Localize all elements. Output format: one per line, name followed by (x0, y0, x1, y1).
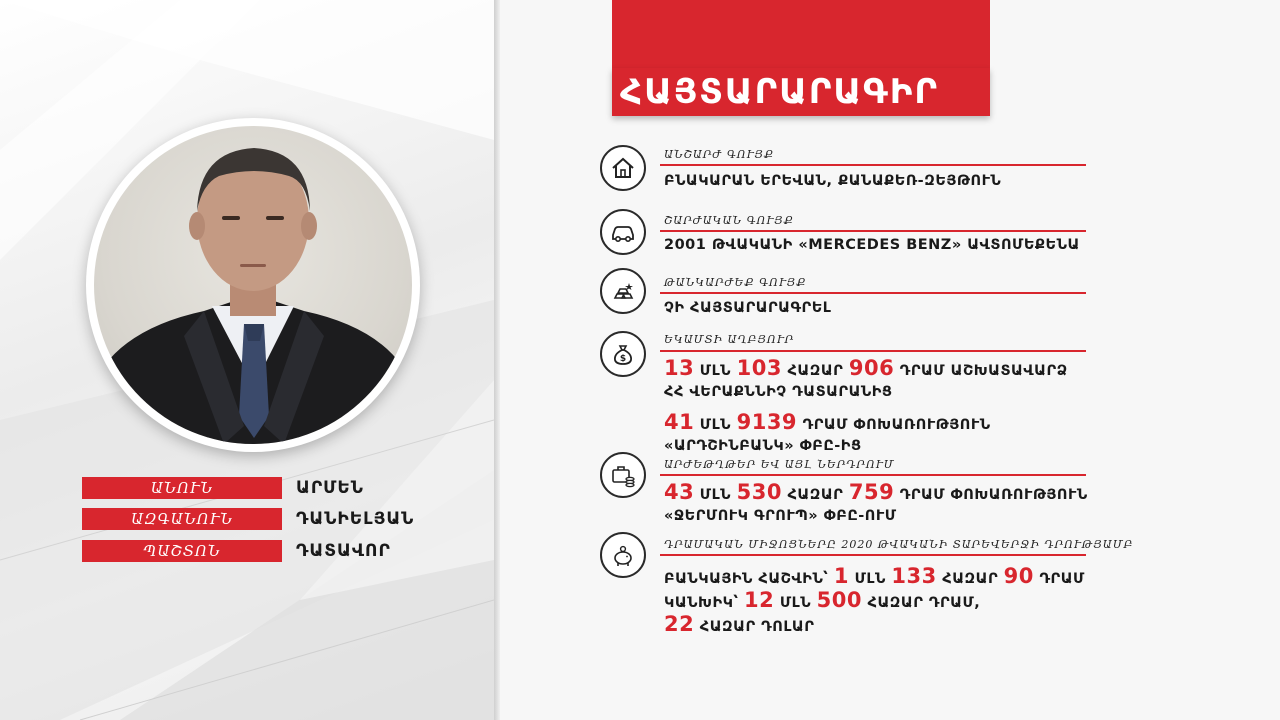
income-line-4: «ԱՐԴՇԻՆԲԱՆԿ» ՓԲԸ-ԻՑ (664, 438, 862, 454)
house-icon (609, 154, 637, 182)
last-name-label: ԱԶԳԱՆՈՒՆ (82, 508, 282, 530)
position-value: ԴԱՏԱՎՈՐ (296, 541, 391, 561)
gold-bars-icon (609, 277, 637, 305)
income-icon-wrap (600, 331, 646, 377)
vehicle-text: 2001 ԹՎԱԿԱՆԻ «MERCEDES BENZ» ԱՎՏՈՄԵՔԵՆԱ (664, 237, 1080, 253)
title-accent-block (612, 0, 990, 68)
position-label: ՊԱՇՏՈՆ (82, 540, 282, 562)
income-line-1: 13 ՄԼՆ 103 ՀԱԶԱՐ 906 ԴՐԱՄ ԱՇԽԱՏԱՎԱՐՁ (664, 356, 1068, 380)
income-text (664, 356, 1068, 458)
income-line-2: ՀՀ ՎԵՐԱՔՆՆԻՉ ԴԱՏԱՐԱՆԻՑ (664, 384, 893, 400)
shares-line-1: 43 ՄԼՆ 530 ՀԱԶԱՐ 759 ԴՐԱՄ ՓՈԽԱՌՈՒԹՅՈՒՆ (664, 480, 1088, 504)
realty-text: ԲՆԱԿԱՐԱՆ ԵՐԵՎԱՆ, ՔԱՆԱՔԵՌ-ԶԵՅԹՈՒՆ (664, 173, 1002, 189)
valuables-label: ԹԱՆԿԱՐԺԵՔ ԳՈՒՅՔ (664, 276, 807, 289)
cash-rule (660, 554, 1086, 556)
info-row-first-name (82, 477, 522, 499)
valuables-rule (660, 292, 1086, 294)
page-title: ՀԱՅՏԱՐԱՐԱԳԻՐ (612, 68, 990, 116)
shares-text (664, 480, 1088, 528)
shares-rule (660, 474, 1086, 476)
piggy-bank-icon (609, 541, 637, 569)
info-row-last-name (82, 508, 522, 530)
realty-rule (660, 164, 1086, 166)
svg-text:$: $ (619, 354, 627, 364)
cash-line-1: ԲԱՆԿԱՅԻՆ ՀԱՇՎԻՆ՝ 1 ՄԼՆ 133 ՀԱԶԱՐ 90 ԴՐԱՄ (664, 564, 1085, 588)
cash-line-3: 22 ՀԱԶԱՐ ԴՈԼԱՐ (664, 612, 815, 636)
income-label: ԵԿԱՄՏԻ ԱՂԲՅՈՒՐ (664, 333, 795, 346)
cash-text (664, 564, 1085, 636)
shares-line-2: «ՋԵՐՄՈՒԿ ԳՐՈՒՊ» ՓԲԸ-ՈՒՄ (664, 508, 897, 524)
cash-icon-wrap (600, 532, 646, 578)
income-line-3: 41 ՄԼՆ 9139 ԴՐԱՄ ՓՈԽԱՌՈՒԹՅՈՒՆ (664, 410, 991, 434)
first-name-label: ԱՆՈՒՆ (82, 477, 282, 499)
info-row-position (82, 540, 522, 562)
valuables-text: ՉԻ ՀԱՅՏԱՐԱՐԱԳՐԵԼ (664, 300, 832, 316)
vehicle-rule (660, 230, 1086, 232)
realty-label: ԱՆՇԱՐԺ ԳՈՒՅՔ (664, 148, 775, 161)
cash-line-2: ԿԱՆԽԻԿ՝ 12 ՄԼՆ 500 ՀԱԶԱՐ ԴՐԱՄ, (664, 588, 981, 612)
portrait-photo (94, 126, 412, 444)
cash-label: ԴՐԱՄԱԿԱՆ ՄԻՋՈՑՆԵՐԸ 2020 ԹՎԱԿԱՆԻ ՏԱՐԵՎԵՐՋԻ ԴՐՈՒԹՅԱՄԲ (664, 538, 1134, 551)
shares-label: ԱՐԺԵԹՂԹԵՐ ԵՎ ԱՅԼ ՆԵՐԴՐՈՒՄ (664, 458, 895, 471)
last-name-value: ԴԱՆԻԵԼՅԱՆ (296, 509, 415, 529)
income-rule (660, 350, 1086, 352)
money-bag-icon (609, 340, 637, 368)
first-name-value: ԱՐՄԵՆ (296, 478, 364, 498)
vehicle-label: ՇԱՐԺԱԿԱՆ ԳՈՒՅՔ (664, 214, 794, 227)
vehicle-icon-wrap (600, 209, 646, 255)
shares-icon-wrap (600, 452, 646, 498)
valuables-icon-wrap (600, 268, 646, 314)
car-icon (609, 218, 637, 246)
briefcase-coins-icon (609, 461, 637, 489)
realty-icon-wrap (600, 145, 646, 191)
